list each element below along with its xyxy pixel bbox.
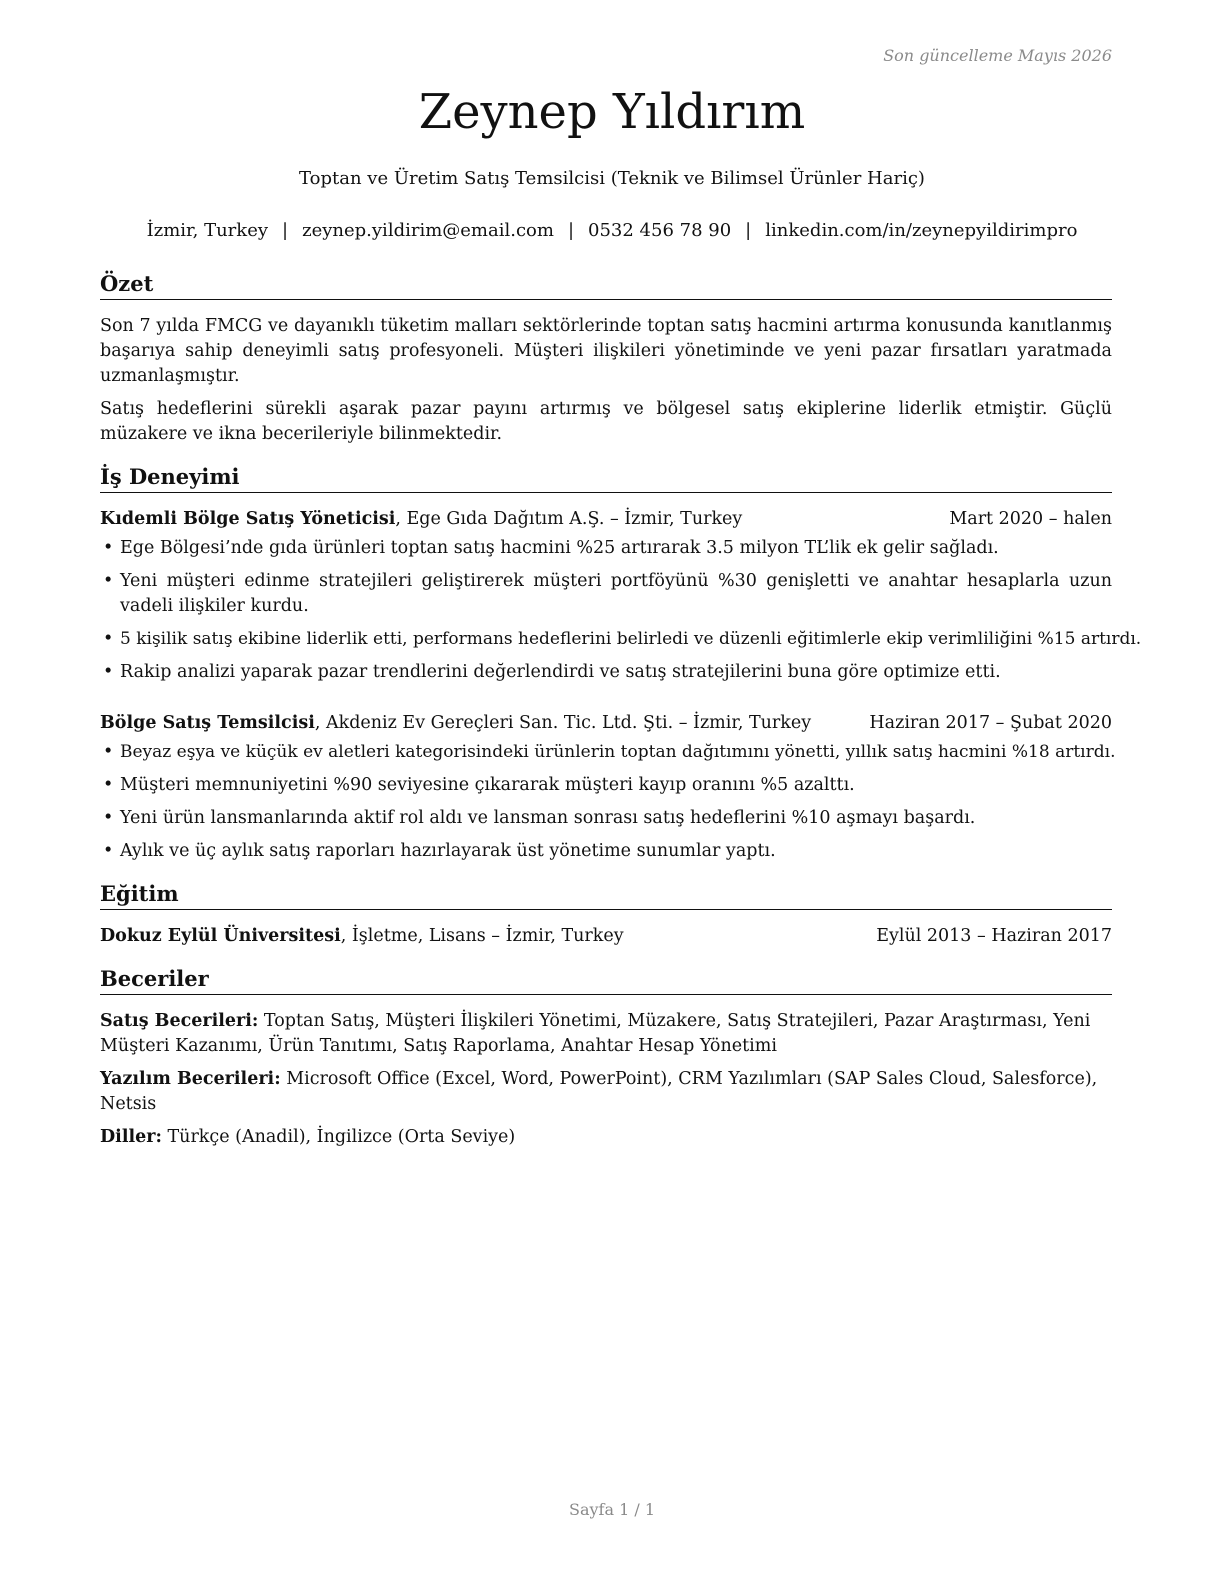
job-position xyxy=(100,507,742,532)
job-bullets xyxy=(100,536,1142,685)
job-company: , Akdeniz Ev Gereçleri San. Tic. Ltd. Şti. – İzmir, Turkey xyxy=(314,713,812,733)
bullet-icon: • xyxy=(103,841,114,861)
job-bullet-text: Aylık ve üç aylık satış raporları hazırlayarak üst yönetime sunumlar yaptı. xyxy=(120,841,776,861)
job-bullet-text: Beyaz eşya ve küçük ev aletleri kategorisindeki ürünlerin toptan dağıtımını yönetti, yıllık satış hacmini %18 artırdı. xyxy=(120,742,1116,762)
bullet-icon: • xyxy=(103,742,114,762)
job-role: Kıdemli Bölge Satış Yöneticisi xyxy=(100,509,396,529)
education-details: , İşletme, Lisans – İzmir, Turkey xyxy=(340,926,624,946)
job-bullet-text: Ege Bölgesi’nde gıda ürünleri toptan satış hacmini %25 artırarak 3.5 milyon TL’lik ek gelir sağladı. xyxy=(120,538,999,558)
job-header xyxy=(100,507,1112,532)
job-bullet-text: Rakip analizi yaparak pazar trendlerini değerlendirdi ve satış stratejilerini buna göre optimize etti. xyxy=(120,662,1001,682)
job-entry xyxy=(100,711,1116,864)
summary-paragraph: Son 7 yılda FMCG ve dayanıklı tüketim malları sektörlerinde toptan satış hacmini artırma konusunda kanıtlanmış başarıya sahip deneyimli satış profesyoneli. Müşteri ilişkileri yönetiminde ve yeni pazar fırsatları yaratmada uzmanlaşmıştır. xyxy=(100,316,1112,386)
education-entry xyxy=(100,924,1112,949)
job-bullet xyxy=(100,536,1112,561)
skill-line xyxy=(100,1009,1112,1059)
job-bullet-text: Müşteri memnuniyetini %90 seviyesine çıkararak müşteri kayıp oranını %5 azalttı. xyxy=(120,775,855,795)
bullet-icon: • xyxy=(103,629,114,649)
job-dates: Haziran 2017 – Şubat 2020 xyxy=(869,713,1112,733)
skill-label: Yazılım Becerileri: xyxy=(100,1069,281,1089)
contact-separator: | xyxy=(745,220,752,241)
job-company: , Ege Gıda Dağıtım A.Ş. – İzmir, Turkey xyxy=(395,509,743,529)
education-institution xyxy=(100,924,624,949)
summary-paragraph: Satış hedeflerini sürekli aşarak pazar payını artırmış ve bölgesel satış ekiplerine liderlik etmiştir. Güçlü müzakere ve ikna becerileriyle bilinmektedir. xyxy=(100,399,1112,444)
job-header xyxy=(100,711,1112,736)
skill-line xyxy=(100,1067,1112,1117)
education-school: Dokuz Eylül Üniversitesi xyxy=(100,926,341,946)
bullet-icon: • xyxy=(103,808,114,828)
education-dates: Eylül 2013 – Haziran 2017 xyxy=(876,926,1112,946)
contact-line xyxy=(0,220,1224,241)
job-bullet xyxy=(100,569,1112,619)
section-heading-summary: Özet xyxy=(100,270,1112,300)
contact-location: İzmir, Turkey xyxy=(146,220,269,241)
bullet-icon: • xyxy=(103,662,114,682)
contact-email[interactable]: zeynep.yildirim@email.com xyxy=(302,220,554,241)
resume-content xyxy=(100,270,1142,1150)
contact-separator: | xyxy=(567,220,575,241)
contact-separator: | xyxy=(282,220,289,241)
skills-section xyxy=(100,965,1112,1150)
bullet-icon: • xyxy=(103,538,114,558)
section-heading-skills: Beceriler xyxy=(100,965,1112,995)
section-heading-experience: İş Deneyimi xyxy=(100,463,1112,493)
skill-label: Diller: xyxy=(100,1127,162,1147)
job-bullet-text: Yeni müşteri edinme stratejileri geliştirerek müşteri portföyünü %30 genişletti ve anahtar hesaplarla uzun vadeli ilişkiler kurdu. xyxy=(120,571,1112,616)
candidate-name: Zeynep Yıldırım xyxy=(418,84,806,140)
job-bullet-text: Yeni ürün lansmanlarında aktif rol aldı ve lansman sonrası satış hedeflerini %10 aşmayı başardı. xyxy=(120,808,976,828)
job-entry xyxy=(100,507,1142,685)
job-bullet xyxy=(100,839,1112,864)
summary-section xyxy=(100,270,1112,447)
last-updated: Son güncelleme Mayıs 2026 xyxy=(883,46,1112,65)
job-bullet xyxy=(100,740,1116,765)
job-bullet xyxy=(100,773,1112,798)
experience-section xyxy=(100,463,1142,864)
skill-value: Türkçe (Anadil), İngilizce (Orta Seviye) xyxy=(161,1127,516,1147)
page-number: Sayfa 1 / 1 xyxy=(568,1500,655,1519)
skill-value: Toptan Satış, Müşteri İlişkileri Yönetimi, Müzakere, Satış Stratejileri, Pazar Araştırması, Yeni Müşteri Kazanımı, Ürün Tanıtımı, Satış Raporlama, Anahtar Hesap Yönetimi xyxy=(100,1011,1091,1056)
job-bullet-text: 5 kişilik satış ekibine liderlik etti, performans hedeflerini belirledi ve düzenli eğitimlerle ekip verimliliğini %15 artırdı. xyxy=(120,629,1142,649)
education-section xyxy=(100,880,1112,949)
job-dates: Mart 2020 – halen xyxy=(949,509,1112,529)
bullet-icon: • xyxy=(103,571,114,591)
contact-linkedin[interactable]: linkedin.com/in/zeynepyildirimpro xyxy=(765,220,1078,241)
job-bullet xyxy=(100,627,1142,652)
job-position xyxy=(100,711,811,736)
job-bullet xyxy=(100,660,1112,685)
skill-value: Microsoft Office (Excel, Word, PowerPoint), CRM Yazılımları (SAP Sales Cloud, Salesforce), Netsis xyxy=(100,1069,1098,1114)
skill-line xyxy=(100,1125,1112,1150)
bullet-icon: • xyxy=(103,775,114,795)
candidate-title: Toptan ve Üretim Satış Temsilcisi (Teknik ve Bilimsel Ürünler Hariç) xyxy=(299,168,925,189)
job-role: Bölge Satış Temsilcisi xyxy=(100,713,315,733)
skill-label: Satış Becerileri: xyxy=(100,1011,259,1031)
contact-phone: 0532 456 78 90 xyxy=(588,220,732,241)
job-bullet xyxy=(100,806,1112,831)
section-heading-education: Eğitim xyxy=(100,880,1112,910)
job-bullets xyxy=(100,740,1116,864)
